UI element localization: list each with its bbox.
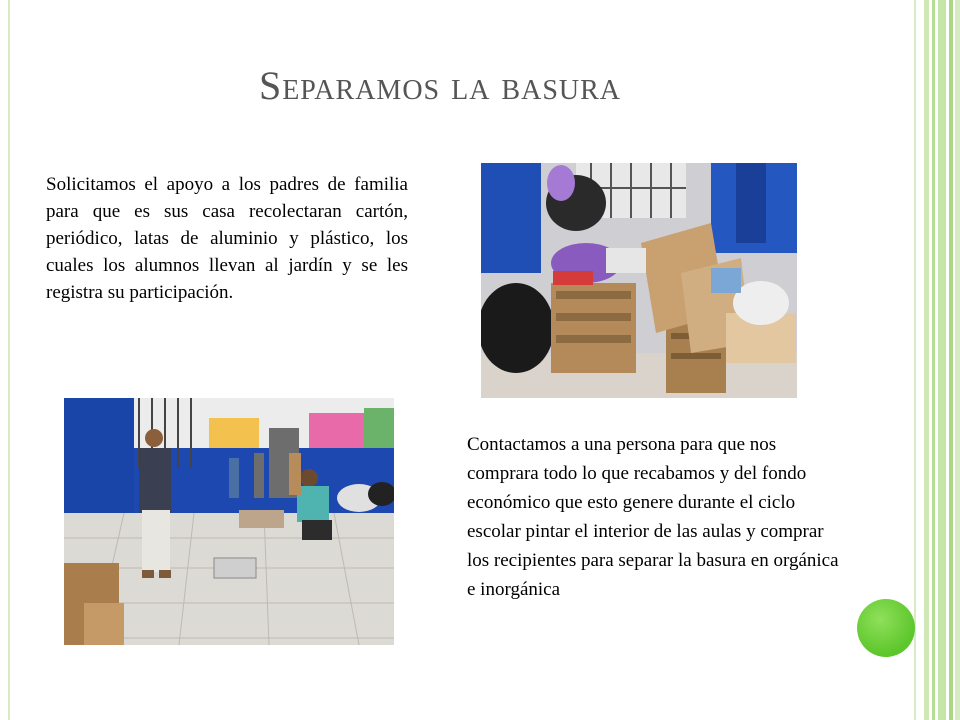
slide-title: Separamos la basura [258,63,622,108]
photo-weighing [64,398,394,645]
decor-stripe-5 [955,0,960,720]
decor-stripe-4 [949,0,953,720]
paragraph-sale: Contactamos a una persona para que nos comprara todo lo que recabamos y del fondo económico que esto genere durante el ciclo escolar pintar el interior de las aulas y comprar los recipientes para separar la basura en orgánica e inorgánica [467,434,839,600]
photo-recyclables [481,163,797,398]
decor-stripe-1 [924,0,929,720]
paragraph-collection: Solicitamos el apoyo a los padres de familia para que es sus casa recolectaran cartón, periódico, latas de aluminio y plástico, los cuales los alumnos llevan al jardín y se les registra su participación. [46,174,408,303]
decor-green-circle [857,599,915,657]
decor-stripe-2 [932,0,935,720]
decor-stripe-3 [938,0,946,720]
